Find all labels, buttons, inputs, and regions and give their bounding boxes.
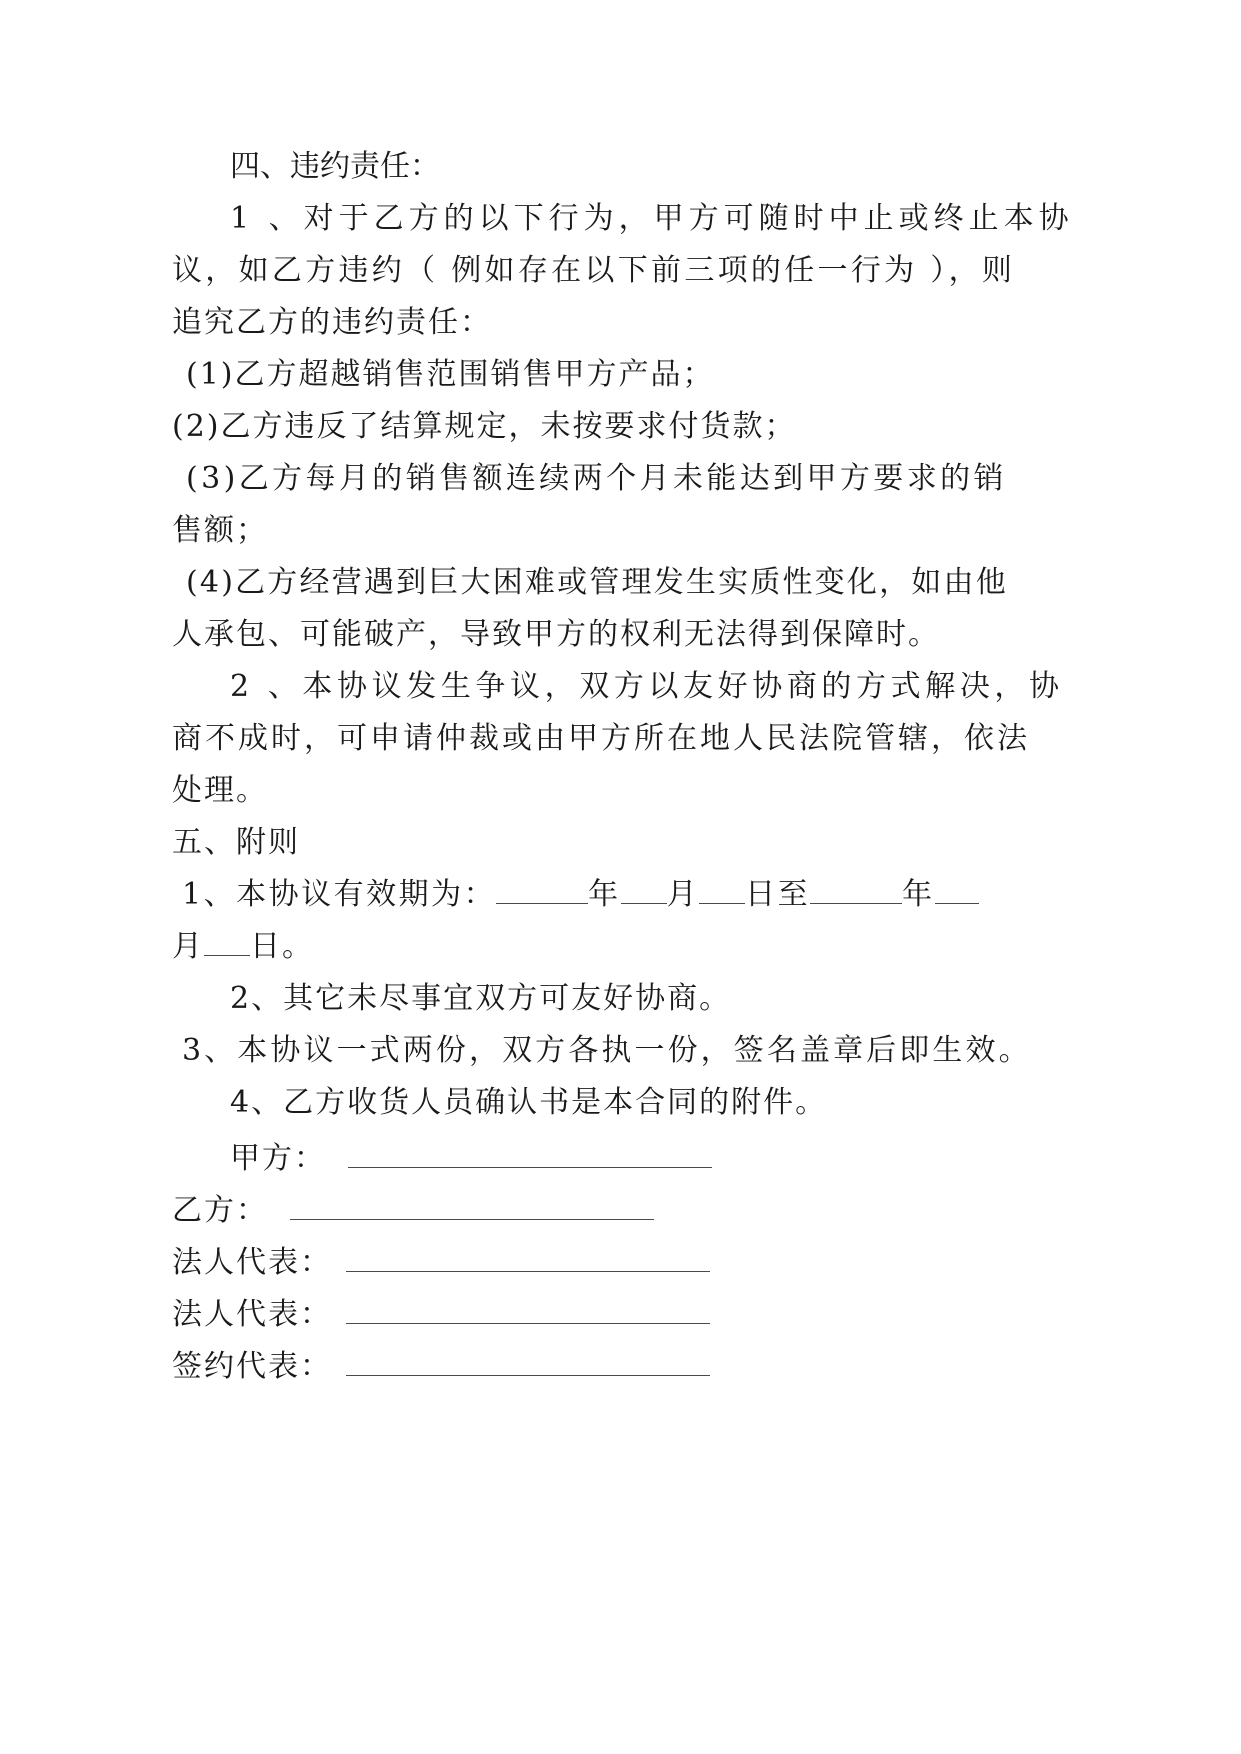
party-a-label: 甲方：	[230, 1141, 326, 1176]
day-to-label: 日至	[745, 877, 811, 912]
party-b-label: 乙方：	[172, 1193, 268, 1228]
validity-label: 1、本协议有效期为：	[182, 877, 497, 912]
section4-clause2-line2: 商不成时，可申请仲裁或由甲方所在地人民法院管辖，依法	[172, 721, 1030, 756]
month-label: 月	[666, 877, 700, 912]
start-year-blank	[496, 877, 588, 904]
section4-item3-line1: (3)乙方每月的销售额连续两个月未能达到甲方要求的销	[186, 461, 1007, 496]
legal-rep-2-line	[172, 1290, 710, 1340]
section4-clause2-line3: 处理。	[172, 773, 268, 808]
party-a-signature-field[interactable]	[348, 1141, 712, 1168]
end-day-blank	[204, 929, 250, 956]
section4-item3-line2: 售额；	[172, 513, 268, 548]
section5-heading: 五、附则	[172, 825, 300, 860]
section4-item2: (2)乙方违反了结算规定，未按要求付货款；	[172, 409, 797, 444]
section4-clause1-line3: 追究乙方的违约责任：	[172, 305, 492, 340]
section5-clause3: 3、本协议一式两份，双方各执一份，签名盖章后即生效。	[182, 1033, 1032, 1068]
signing-rep-label: 签约代表：	[172, 1349, 332, 1384]
section5-clause2: 2、其它未尽事宜双方可友好协商。	[230, 981, 732, 1016]
section4-clause1-line2: 议，如乙方违约（ 例如存在以下前三项的任一行为 ），则	[172, 253, 1016, 288]
year-label: 年	[588, 877, 621, 912]
section4-clause2-line1: 2 、本协议发生争议，双方以友好协商的方式解决，协	[230, 669, 1064, 704]
section4-clause1-line1: 1 、对于乙方的以下行为，甲方可随时中止或终止本协	[230, 201, 1074, 236]
start-day-blank	[699, 877, 745, 904]
signing-rep-signature-field[interactable]	[346, 1349, 710, 1376]
end-year-label: 年	[902, 877, 935, 912]
end-day-label: 日。	[250, 929, 314, 964]
section4-heading: 四、违约责任：	[230, 149, 440, 184]
legal-rep-1-signature-field[interactable]	[346, 1245, 710, 1272]
section5-clause1-line2	[172, 922, 314, 972]
end-month-label: 月	[172, 929, 204, 964]
section4-item4-line2: 人承包、可能破产，导致甲方的权利无法得到保障时。	[172, 617, 940, 652]
end-month-blank-a	[935, 877, 979, 904]
start-month-blank	[621, 877, 667, 904]
party-b-line	[172, 1186, 654, 1236]
legal-rep-1-label: 法人代表：	[172, 1245, 332, 1280]
legal-rep-2-signature-field[interactable]	[346, 1297, 710, 1324]
party-b-signature-field[interactable]	[290, 1193, 654, 1220]
party-a-line	[230, 1134, 712, 1184]
legal-rep-2-label: 法人代表：	[172, 1297, 332, 1332]
section4-item4-line1: (4)乙方经营遇到巨大困难或管理发生实质性变化，如由他	[186, 565, 1008, 600]
legal-rep-1-line	[172, 1238, 710, 1288]
section5-clause1-line1	[182, 870, 979, 920]
section5-clause4: 4、乙方收货人员确认书是本合同的附件。	[230, 1085, 828, 1120]
section4-item1: (1)乙方超越销售范围销售甲方产品；	[186, 357, 715, 392]
signing-rep-line	[172, 1342, 710, 1392]
end-year-blank	[810, 877, 902, 904]
